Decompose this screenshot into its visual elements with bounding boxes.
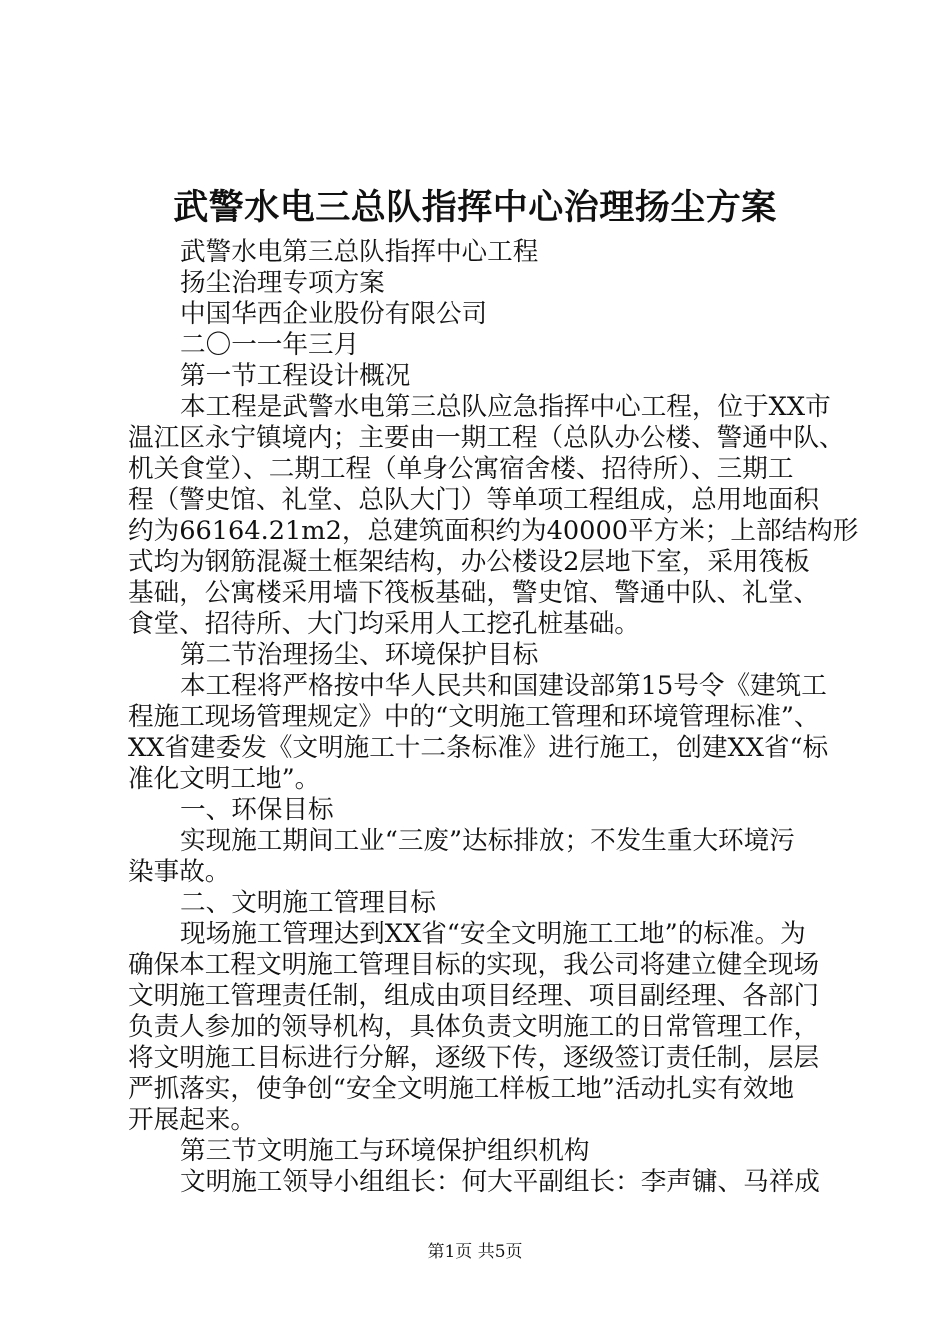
body-line: 开展起来。	[128, 1105, 256, 1135]
subsection-heading: 二、文明施工管理目标	[180, 888, 436, 918]
body-line: 程施工现场管理规定》中的“文明施工管理和环境管理标准”、	[128, 702, 820, 732]
body-line: 将文明施工目标进行分解，逐级下传，逐级签订责任制，层层	[128, 1043, 820, 1073]
body-line: 严抓落实，使争创“安全文明施工样板工地”活动扎实有效地	[128, 1074, 795, 1104]
body-line: 中国华西企业股份有限公司	[180, 299, 488, 329]
body-line: 负责人参加的领导机构，具体负责文明施工的日常管理工作，	[128, 1012, 820, 1042]
body-line: 现场施工管理达到XX省“安全文明施工工地”的标准。为	[180, 919, 806, 949]
subsection-heading: 一、环保目标	[180, 795, 334, 825]
page-number-footer: 第1页 共5页	[427, 1242, 523, 1262]
body-line: 文明施工领导小组组长：何大平副组长：李声镛、马祥成	[180, 1167, 820, 1197]
body-line: 染事故。	[128, 857, 231, 887]
body-line: 扬尘治理专项方案	[180, 268, 385, 298]
body-line: 二〇一一年三月	[180, 330, 360, 360]
body-line: 基础，公寓楼采用墙下筏板基础，警史馆、警通中队、礼堂、	[128, 578, 820, 608]
body-line: 实现施工期间工业“三废”达标排放；不发生重大环境污	[180, 826, 795, 856]
body-line: 准化文明工地”。	[128, 764, 321, 794]
body-line: 机关食堂）、二期工程（单身公寓宿舍楼、招待所）、三期工	[128, 454, 794, 484]
body-line: XX省建委发《文明施工十二条标准》进行施工，创建XX省“标	[128, 733, 829, 763]
section-heading: 第三节文明施工与环境保护组织机构	[180, 1136, 590, 1166]
body-line: 本工程将严格按中华人民共和国建设部第15号令《建筑工	[180, 671, 827, 701]
body-line: 食堂、招待所、大门均采用人工挖孔桩基础。	[128, 609, 640, 639]
body-line: 约为66164.21m2，总建筑面积约为40000平方米；上部结构形	[128, 516, 859, 546]
body-line: 武警水电第三总队指挥中心工程	[180, 237, 539, 267]
body-line: 确保本工程文明施工管理目标的实现，我公司将建立健全现场	[128, 950, 820, 980]
body-line: 程（警史馆、礼堂、总队大门）等单项工程组成，总用地面积	[128, 485, 820, 515]
body-line: 式均为钢筋混凝土框架结构，办公楼设2层地下室，采用筏板	[128, 547, 810, 577]
body-line: 温江区永宁镇境内；主要由一期工程（总队办公楼、警通中队、	[128, 423, 845, 453]
body-line: 文明施工管理责任制，组成由项目经理、项目副经理、各部门	[128, 981, 820, 1011]
section-heading: 第一节工程设计概况	[180, 361, 411, 391]
body-line: 本工程是武警水电第三总队应急指挥中心工程，位于XX市	[180, 392, 831, 422]
document-title: 武警水电三总队指挥中心治理扬尘方案	[173, 188, 777, 228]
section-heading: 第二节治理扬尘、环境保护目标	[180, 640, 539, 670]
